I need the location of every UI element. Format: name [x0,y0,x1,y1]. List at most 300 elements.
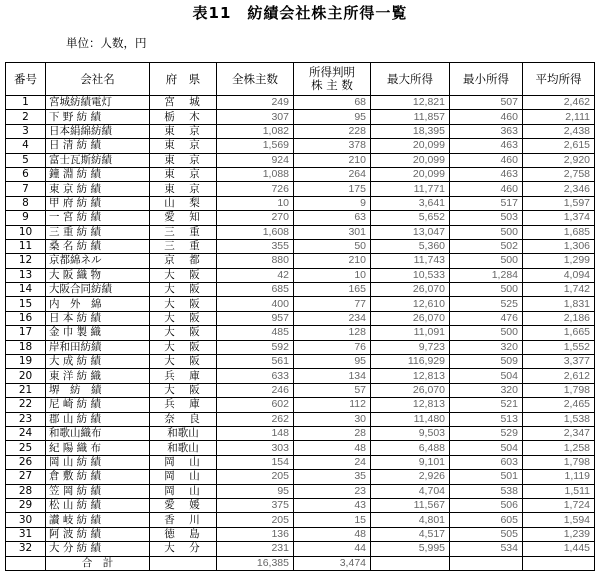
cell-prefecture: 大 阪 [150,326,217,340]
cell-max-income: 5,360 [371,239,450,253]
cell-max-income: 116,929 [371,355,450,369]
cell-no: 16 [6,311,46,325]
table-row [6,542,595,556]
cell-no: 25 [6,441,46,455]
cell-no: 10 [6,225,46,239]
cell-identified: 63 [294,211,371,225]
cell-identified: 48 [294,441,371,455]
cell-company: 大 阪 織 物 [46,268,150,282]
cell-max-income: 26,070 [371,283,450,297]
cell-total-shareholders: 262 [217,412,294,426]
header-min-income: 最小所得 [450,63,523,96]
cell-min-income: 500 [450,225,523,239]
cell-prefecture: 徳 島 [150,527,217,541]
cell-prefecture: 大 阪 [150,383,217,397]
cell-min-income: 502 [450,239,523,253]
cell-no: 7 [6,182,46,196]
cell-identified: 95 [294,355,371,369]
cell-avg-income: 1,306 [523,239,595,253]
cell-avg-income: 1,258 [523,441,595,455]
table-row [6,110,595,124]
cell-total-shareholders: 148 [217,426,294,440]
cell-identified: 134 [294,369,371,383]
cell-min-income: 320 [450,383,523,397]
cell-max-income: 12,813 [371,369,450,383]
cell-max-income: 26,070 [371,311,450,325]
cell-identified: 15 [294,513,371,527]
unit-label: 単位：人数，円 [66,36,147,50]
cell-min-income: 525 [450,297,523,311]
totals-identified: 3,474 [294,556,371,570]
cell-identified: 57 [294,383,371,397]
header-total-shareholders: 全株主数 [217,63,294,96]
table-row [6,383,595,397]
cell-max-income: 20,099 [371,167,450,181]
cell-max-income: 3,641 [371,196,450,210]
cell-total-shareholders: 726 [217,182,294,196]
cell-company: 日 清 紡 績 [46,139,150,153]
cell-max-income: 9,723 [371,340,450,354]
cell-avg-income: 1,831 [523,297,595,311]
cell-avg-income: 1,724 [523,498,595,512]
cell-min-income: 517 [450,196,523,210]
cell-no: 1 [6,96,46,110]
cell-total-shareholders: 1,082 [217,124,294,138]
cell-avg-income: 1,685 [523,225,595,239]
cell-company: 下 野 紡 績 [46,110,150,124]
cell-identified: 44 [294,542,371,556]
table-row [6,182,595,196]
cell-total-shareholders: 42 [217,268,294,282]
cell-avg-income: 1,742 [523,283,595,297]
cell-prefecture: 山 梨 [150,196,217,210]
header-identified-line1: 所得判明 [309,65,355,79]
cell-min-income: 538 [450,484,523,498]
table-row [6,527,595,541]
table-row [6,239,595,253]
cell-min-income: 513 [450,412,523,426]
table-row [6,254,595,268]
cell-no: 15 [6,297,46,311]
cell-total-shareholders: 924 [217,153,294,167]
cell-total-shareholders: 270 [217,211,294,225]
cell-min-income: 504 [450,441,523,455]
cell-min-income: 529 [450,426,523,440]
cell-identified: 77 [294,297,371,311]
cell-prefecture: 岡 山 [150,455,217,469]
cell-identified: 175 [294,182,371,196]
cell-prefecture: 大 阪 [150,268,217,282]
cell-avg-income: 1,119 [523,470,595,484]
cell-avg-income: 2,465 [523,398,595,412]
cell-identified: 234 [294,311,371,325]
cell-min-income: 500 [450,283,523,297]
cell-no: 21 [6,383,46,397]
cell-identified: 165 [294,283,371,297]
cell-no: 27 [6,470,46,484]
cell-total-shareholders: 307 [217,110,294,124]
cell-total-shareholders: 355 [217,239,294,253]
cell-company: 東 京 紡 績 [46,182,150,196]
cell-company: 堺 紡 績 [46,383,150,397]
cell-company: 紀 陽 織 布 [46,441,150,455]
cell-total-shareholders: 592 [217,340,294,354]
cell-total-shareholders: 249 [217,96,294,110]
cell-max-income: 12,813 [371,398,450,412]
cell-no: 24 [6,426,46,440]
cell-company: 金 巾 製 織 [46,326,150,340]
cell-avg-income: 1,538 [523,412,595,426]
cell-total-shareholders: 154 [217,455,294,469]
cell-avg-income: 3,377 [523,355,595,369]
cell-max-income: 12,610 [371,297,450,311]
cell-prefecture: 大 阪 [150,283,217,297]
cell-no: 12 [6,254,46,268]
cell-total-shareholders: 633 [217,369,294,383]
cell-total-shareholders: 561 [217,355,294,369]
table-row [6,211,595,225]
cell-total-shareholders: 246 [217,383,294,397]
cell-identified: 30 [294,412,371,426]
cell-prefecture: 兵 庫 [150,398,217,412]
cell-max-income: 11,743 [371,254,450,268]
cell-company: 和歌山織布 [46,426,150,440]
cell-no: 30 [6,513,46,527]
table-row [6,470,595,484]
cell-min-income: 320 [450,340,523,354]
cell-total-shareholders: 231 [217,542,294,556]
header-identified-line2: 株 主 数 [311,78,353,92]
cell-total-shareholders: 1,608 [217,225,294,239]
cell-company: 大 成 紡 績 [46,355,150,369]
cell-no: 23 [6,412,46,426]
cell-max-income: 20,099 [371,153,450,167]
cell-no: 2 [6,110,46,124]
cell-company: 鐘 淵 紡 績 [46,167,150,181]
cell-company: 宮城紡績電灯 [46,96,150,110]
cell-prefecture: 大 阪 [150,297,217,311]
cell-total-shareholders: 1,569 [217,139,294,153]
cell-avg-income: 2,615 [523,139,595,153]
cell-identified: 210 [294,254,371,268]
income-table [5,62,595,571]
cell-avg-income: 2,758 [523,167,595,181]
cell-company: 尼 崎 紡 績 [46,398,150,412]
table-row [6,311,595,325]
cell-avg-income: 1,239 [523,527,595,541]
cell-company: 東 洋 紡 織 [46,369,150,383]
totals-prefecture-cell [150,556,217,570]
cell-prefecture: 大 阪 [150,340,217,354]
cell-avg-income: 1,798 [523,455,595,469]
cell-company: 三 重 紡 績 [46,225,150,239]
table-row [6,398,595,412]
cell-identified: 24 [294,455,371,469]
cell-no: 26 [6,455,46,469]
header-no: 番号 [6,63,46,96]
table-row [6,124,595,138]
cell-company: 讃 岐 紡 績 [46,513,150,527]
totals-no-cell [6,556,46,570]
cell-total-shareholders: 400 [217,297,294,311]
cell-min-income: 521 [450,398,523,412]
cell-identified: 76 [294,340,371,354]
cell-avg-income: 2,186 [523,311,595,325]
cell-avg-income: 1,511 [523,484,595,498]
cell-avg-income: 2,438 [523,124,595,138]
cell-avg-income: 1,299 [523,254,595,268]
table-row [6,297,595,311]
cell-max-income: 11,771 [371,182,450,196]
cell-min-income: 603 [450,455,523,469]
cell-min-income: 460 [450,110,523,124]
cell-no: 28 [6,484,46,498]
table-row [6,441,595,455]
cell-prefecture: 岡 山 [150,470,217,484]
cell-min-income: 507 [450,96,523,110]
cell-prefecture: 愛 知 [150,211,217,225]
table-row [6,153,595,167]
cell-min-income: 476 [450,311,523,325]
cell-max-income: 11,857 [371,110,450,124]
cell-company: 内 外 綿 [46,297,150,311]
cell-prefecture: 奈 良 [150,412,217,426]
cell-min-income: 500 [450,254,523,268]
cell-max-income: 5,995 [371,542,450,556]
cell-company: 桑 名 紡 績 [46,239,150,253]
cell-min-income: 500 [450,326,523,340]
cell-max-income: 12,821 [371,96,450,110]
header-company: 会社名 [46,63,150,96]
cell-avg-income: 1,445 [523,542,595,556]
cell-max-income: 4,704 [371,484,450,498]
cell-no: 8 [6,196,46,210]
cell-min-income: 506 [450,498,523,512]
cell-identified: 210 [294,153,371,167]
cell-company: 日本絹綿紡績 [46,124,150,138]
table-row [6,484,595,498]
cell-total-shareholders: 205 [217,513,294,527]
cell-prefecture: 三 重 [150,225,217,239]
cell-avg-income: 2,612 [523,369,595,383]
cell-avg-income: 2,111 [523,110,595,124]
cell-no: 18 [6,340,46,354]
cell-total-shareholders: 303 [217,441,294,455]
cell-company: 岡 山 紡 績 [46,455,150,469]
cell-prefecture: 東 京 [150,139,217,153]
cell-no: 9 [6,211,46,225]
cell-identified: 264 [294,167,371,181]
table-row [6,412,595,426]
cell-avg-income: 2,462 [523,96,595,110]
header-prefecture: 府 県 [150,63,217,96]
table-row [6,139,595,153]
table-body [6,96,595,557]
cell-identified: 48 [294,527,371,541]
cell-total-shareholders: 1,088 [217,167,294,181]
cell-prefecture: 大 分 [150,542,217,556]
table-row [6,426,595,440]
cell-total-shareholders: 375 [217,498,294,512]
header-identified [294,63,371,96]
cell-prefecture: 京 都 [150,254,217,268]
header-row [6,63,595,96]
table-row [6,498,595,512]
cell-max-income: 11,480 [371,412,450,426]
cell-min-income: 504 [450,369,523,383]
cell-company: 笠 岡 紡 績 [46,484,150,498]
cell-max-income: 9,503 [371,426,450,440]
cell-max-income: 6,488 [371,441,450,455]
table-row [6,355,595,369]
cell-avg-income: 1,374 [523,211,595,225]
cell-identified: 23 [294,484,371,498]
cell-total-shareholders: 602 [217,398,294,412]
table-row [6,96,595,110]
cell-max-income: 13,047 [371,225,450,239]
cell-max-income: 11,567 [371,498,450,512]
totals-min-cell [450,556,523,570]
cell-min-income: 509 [450,355,523,369]
cell-max-income: 4,801 [371,513,450,527]
cell-no: 11 [6,239,46,253]
cell-company: 日 本 紡 績 [46,311,150,325]
cell-prefecture: 和歌山 [150,426,217,440]
cell-identified: 301 [294,225,371,239]
cell-identified: 378 [294,139,371,153]
cell-no: 5 [6,153,46,167]
totals-row [6,556,595,570]
cell-no: 19 [6,355,46,369]
cell-min-income: 463 [450,167,523,181]
cell-prefecture: 兵 庫 [150,369,217,383]
cell-min-income: 460 [450,153,523,167]
cell-min-income: 463 [450,139,523,153]
cell-max-income: 10,533 [371,268,450,282]
table-row [6,268,595,282]
cell-no: 6 [6,167,46,181]
table-row [6,326,595,340]
cell-min-income: 505 [450,527,523,541]
cell-avg-income: 2,346 [523,182,595,196]
totals-label: 合 計 [46,556,150,570]
table-row [6,196,595,210]
cell-identified: 112 [294,398,371,412]
cell-prefecture: 大 阪 [150,311,217,325]
cell-min-income: 1,284 [450,268,523,282]
header-max-income: 最大所得 [371,63,450,96]
cell-company: 京都綿ネル [46,254,150,268]
cell-prefecture: 香 川 [150,513,217,527]
cell-min-income: 503 [450,211,523,225]
cell-min-income: 605 [450,513,523,527]
cell-prefecture: 栃 木 [150,110,217,124]
totals-avg-cell [523,556,595,570]
page-title: 表11 紡績会社株主所得一覧 [192,4,408,22]
table-row [6,369,595,383]
cell-identified: 50 [294,239,371,253]
cell-company: 富士瓦斯紡績 [46,153,150,167]
cell-identified: 28 [294,426,371,440]
cell-avg-income: 1,552 [523,340,595,354]
cell-no: 31 [6,527,46,541]
cell-company: 郡 山 紡 績 [46,412,150,426]
cell-company: 大阪合同紡績 [46,283,150,297]
cell-total-shareholders: 205 [217,470,294,484]
cell-total-shareholders: 136 [217,527,294,541]
cell-prefecture: 東 京 [150,167,217,181]
cell-no: 29 [6,498,46,512]
cell-total-shareholders: 957 [217,311,294,325]
cell-prefecture: 和歌山 [150,441,217,455]
cell-company: 甲 府 紡 績 [46,196,150,210]
cell-max-income: 26,070 [371,383,450,397]
totals-total-shareholders: 16,385 [217,556,294,570]
cell-max-income: 9,101 [371,455,450,469]
cell-avg-income: 2,920 [523,153,595,167]
cell-total-shareholders: 485 [217,326,294,340]
cell-max-income: 2,926 [371,470,450,484]
cell-max-income: 4,517 [371,527,450,541]
cell-prefecture: 東 京 [150,124,217,138]
cell-max-income: 11,091 [371,326,450,340]
cell-avg-income: 1,594 [523,513,595,527]
cell-avg-income: 1,798 [523,383,595,397]
cell-company: 倉 敷 紡 績 [46,470,150,484]
cell-min-income: 501 [450,470,523,484]
cell-avg-income: 2,347 [523,426,595,440]
cell-prefecture: 大 阪 [150,355,217,369]
cell-no: 22 [6,398,46,412]
cell-no: 32 [6,542,46,556]
cell-company: 松 山 紡 績 [46,498,150,512]
cell-no: 3 [6,124,46,138]
cell-identified: 9 [294,196,371,210]
cell-max-income: 5,652 [371,211,450,225]
cell-identified: 128 [294,326,371,340]
table-row [6,340,595,354]
cell-no: 4 [6,139,46,153]
cell-avg-income: 1,665 [523,326,595,340]
header-avg-income: 平均所得 [523,63,595,96]
cell-identified: 95 [294,110,371,124]
cell-identified: 43 [294,498,371,512]
cell-prefecture: 東 京 [150,153,217,167]
table-row [6,225,595,239]
cell-min-income: 460 [450,182,523,196]
cell-identified: 68 [294,96,371,110]
cell-max-income: 20,099 [371,139,450,153]
cell-identified: 228 [294,124,371,138]
cell-no: 14 [6,283,46,297]
cell-total-shareholders: 880 [217,254,294,268]
cell-company: 岸和田紡績 [46,340,150,354]
cell-no: 20 [6,369,46,383]
cell-company: 阿 波 紡 績 [46,527,150,541]
table-row [6,167,595,181]
cell-avg-income: 1,597 [523,196,595,210]
cell-total-shareholders: 95 [217,484,294,498]
cell-identified: 35 [294,470,371,484]
cell-total-shareholders: 10 [217,196,294,210]
cell-prefecture: 愛 媛 [150,498,217,512]
cell-avg-income: 4,094 [523,268,595,282]
table-row [6,455,595,469]
cell-identified: 10 [294,268,371,282]
cell-min-income: 534 [450,542,523,556]
cell-prefecture: 岡 山 [150,484,217,498]
cell-no: 13 [6,268,46,282]
